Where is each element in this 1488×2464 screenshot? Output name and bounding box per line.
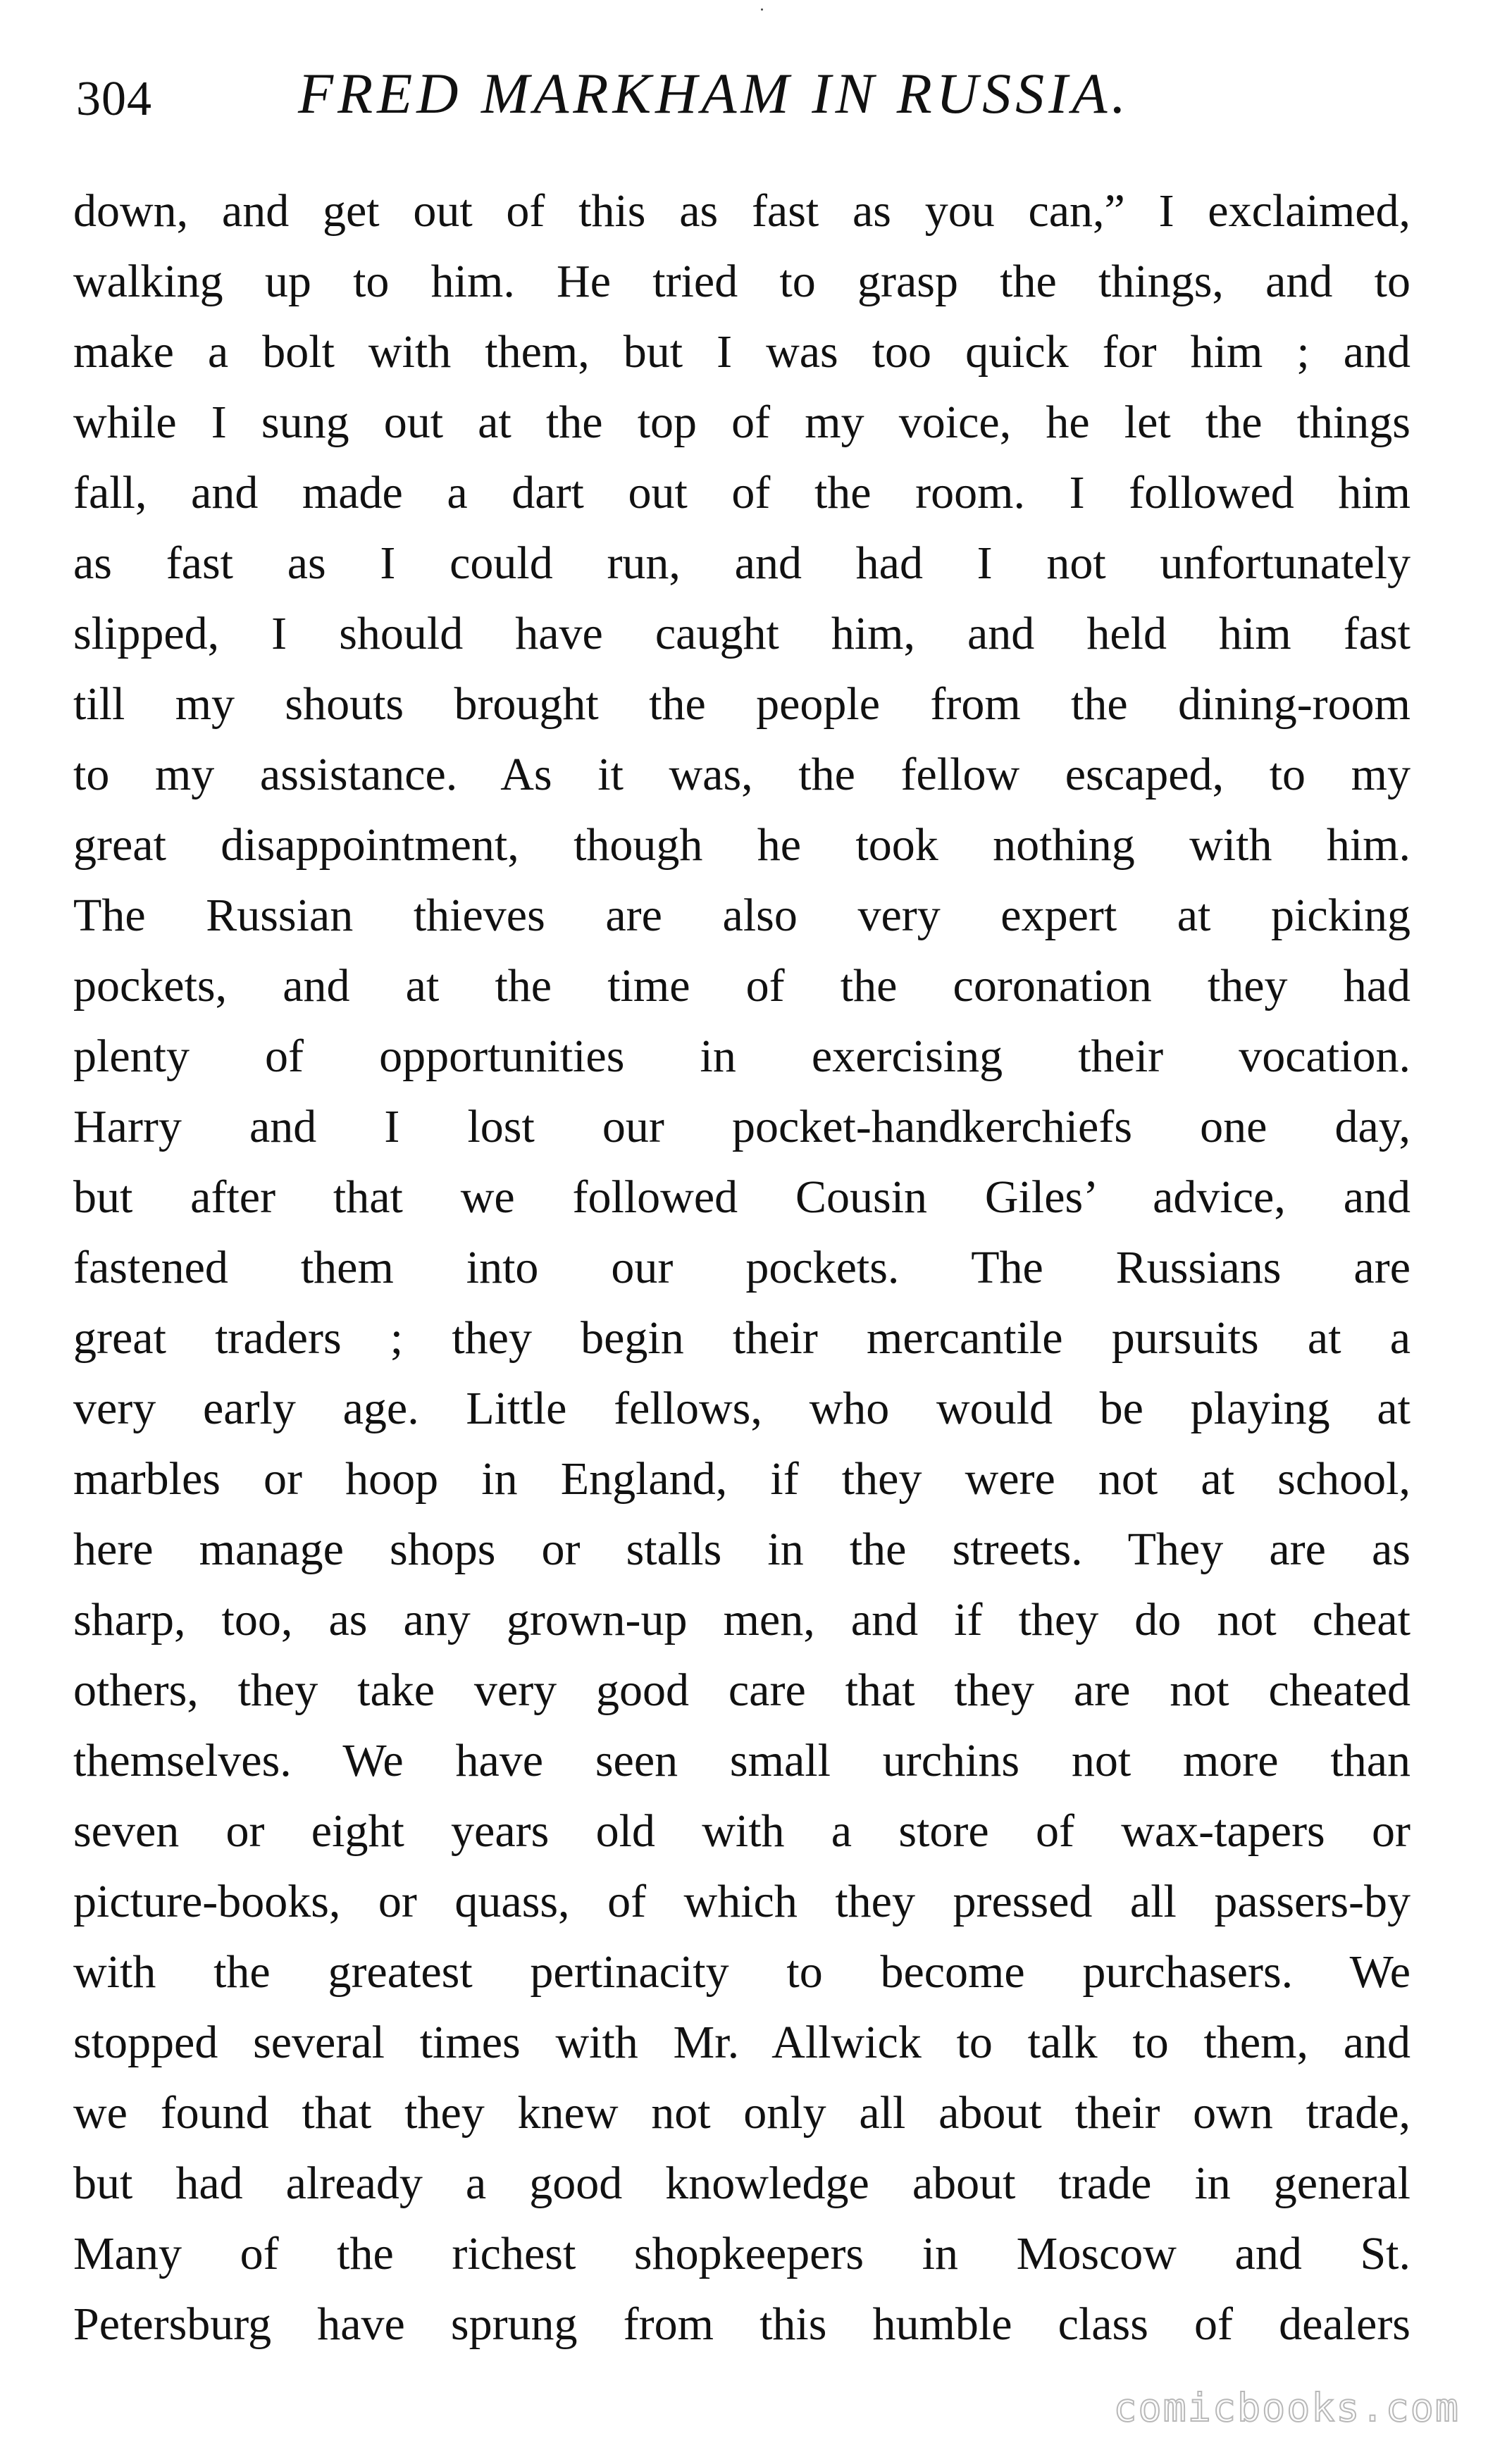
text-line: but had already a good knowledge about trade in general	[73, 2158, 1410, 2209]
text-line: Petersburg have sprung from this humble class of dealers	[73, 2298, 1410, 2350]
text-line: walking up to him. He tried to grasp the things, and to	[73, 256, 1410, 307]
page-number: 304	[76, 72, 152, 126]
text-line: marbles or hoop in England, if they were not at school,	[73, 1453, 1410, 1505]
text-line: fall, and made a dart out of the room. I followed him	[73, 467, 1410, 518]
text-line: down, and get out of this as fast as you can,” I exclaimed,	[73, 185, 1410, 237]
watermark: comicbooks.com	[1113, 2385, 1460, 2430]
text-line: till my shouts brought the people from the dining-room	[73, 678, 1410, 730]
text-line: The Russian thieves are also very expert at picking	[73, 890, 1410, 941]
text-line: with the greatest pertinacity to become purchasers. We	[73, 1946, 1410, 1998]
text-line: plenty of opportunities in exercising their vocation.	[73, 1031, 1410, 1082]
text-line: while I sung out at the top of my voice, he let the things	[73, 397, 1410, 448]
text-line: very early age. Little fellows, who would be playing at	[73, 1383, 1410, 1434]
text-line: as fast as I could run, and had I not unfortunately	[73, 537, 1410, 589]
text-line: here manage shops or stalls in the streets. They are as	[73, 1524, 1410, 1575]
text-line: slipped, I should have caught him, and held him fast	[73, 608, 1410, 659]
text-line: stopped several times with Mr. Allwick to talk to them, and	[73, 2017, 1410, 2068]
print-speck	[761, 8, 763, 11]
text-line: to my assistance. As it was, the fellow escaped, to my	[73, 749, 1410, 800]
text-line: seven or eight years old with a store of wax-tapers or	[73, 1805, 1410, 1857]
text-line: great disappointment, though he took nothing with him.	[73, 819, 1410, 871]
text-line: great traders ; they begin their mercantile pursuits at a	[73, 1312, 1410, 1364]
text-line: pockets, and at the time of the coronation they had	[73, 960, 1410, 1012]
text-line: others, they take very good care that they are not cheated	[73, 1665, 1410, 1716]
text-line: fastened them into our pockets. The Russians are	[73, 1242, 1410, 1293]
text-line: make a bolt with them, but I was too quick for him ; and	[73, 326, 1410, 378]
text-line: we found that they knew not only all about their own trade,	[73, 2087, 1410, 2139]
text-line: Harry and I lost our pocket-handkerchiefs one day,	[73, 1101, 1410, 1152]
text-line: picture-books, or quass, of which they pressed all passers-by	[73, 1876, 1410, 1927]
text-line: themselves. We have seen small urchins not more than	[73, 1735, 1410, 1786]
page-header	[76, 61, 1415, 142]
running-title: FRED MARKHAM IN RUSSIA.	[298, 61, 1130, 125]
body-text	[73, 176, 1410, 2360]
text-line: sharp, too, as any grown-up men, and if they do not cheat	[73, 1594, 1410, 1645]
text-line: Many of the richest shopkeepers in Moscow and St.	[73, 2228, 1410, 2279]
text-line: but after that we followed Cousin Giles’ advice, and	[73, 1171, 1410, 1223]
